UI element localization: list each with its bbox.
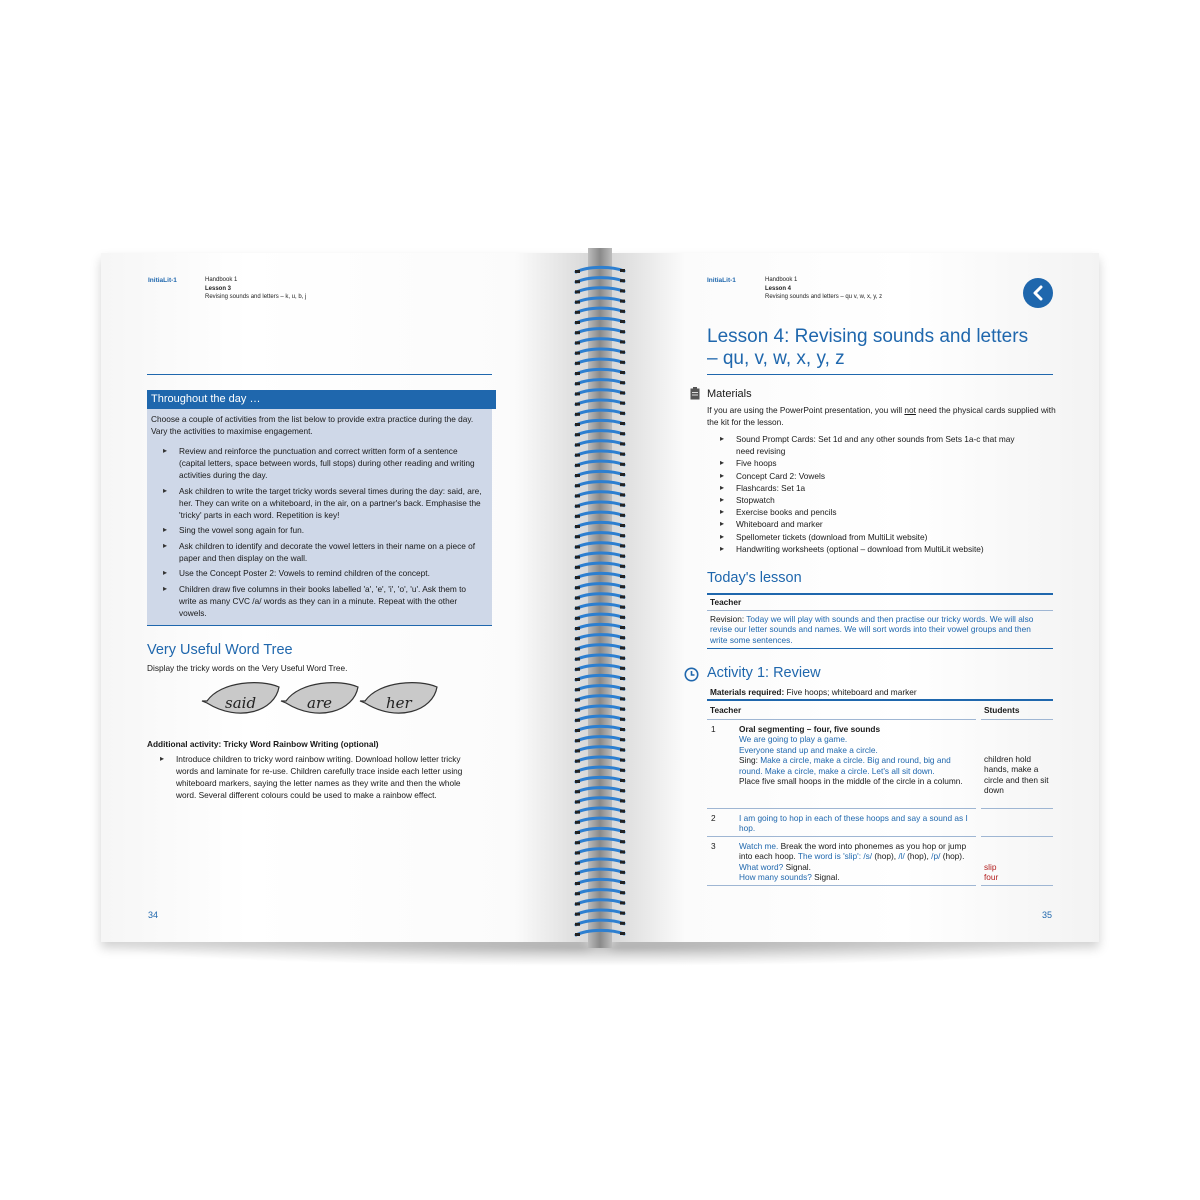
binding-hole (575, 352, 580, 355)
leaf-said (202, 683, 279, 713)
row-line: Watch me. Break the word into phonemes as you hop or jump into each hoop. The word is 'slip': /s/ (hop), /l/ (hop), /p/ (hop). What word? Signal. (739, 841, 967, 872)
binding-hole (620, 453, 625, 456)
binding-hole (575, 301, 580, 304)
materials-intro: If you are using the PowerPoint presentation, you will not need the physical cards supplied with the kit for the lesson. (707, 405, 1056, 427)
binding-hole (575, 413, 580, 416)
binding-hole (620, 432, 625, 435)
binding-hole (620, 646, 625, 649)
binding-hole (620, 738, 625, 741)
binding-hole (620, 371, 625, 374)
header-handbook: Handbook 1 (205, 277, 238, 283)
binding-hole (620, 932, 625, 935)
row-line: Place five small hoops in the middle of the circle in a column. (739, 776, 963, 787)
table-rule (981, 808, 1053, 809)
binding-hole (620, 636, 625, 639)
table-row (739, 724, 971, 786)
list-item: ▸ Children draw five columns in their books labelled 'a', 'e', 'i', 'o', 'u'. Ask them to write as many CVC /a/ words as they can in a minute. Repeat with the other vowels. (163, 583, 483, 619)
binding-hole (620, 677, 625, 680)
binding-hole (575, 688, 580, 691)
header-lesson: Lesson 3 (205, 285, 232, 292)
binding-hole (620, 555, 625, 558)
binding-hole (620, 473, 625, 476)
binding-hole (620, 616, 625, 619)
header-subtitle: Revising sounds and letters – k, u, b, j (205, 294, 307, 300)
student-response: children hold hands, make a circle and then sit down (984, 754, 1049, 796)
leaf-word: her (386, 694, 412, 712)
binding-hole (575, 392, 580, 395)
teacher-header: Teacher (710, 597, 742, 607)
materials-list (720, 433, 1040, 555)
page-number: 35 (1042, 910, 1053, 920)
row-line: Everyone stand up and make a circle. (739, 744, 878, 755)
binding-hole (575, 586, 580, 589)
binding-hole (575, 454, 580, 457)
binding-hole (620, 891, 625, 894)
binding-hole (575, 862, 580, 865)
table-rule (981, 719, 1053, 720)
binding-hole (575, 433, 580, 436)
student-response: slip (984, 862, 997, 872)
table-rule (707, 885, 976, 886)
table-rule (707, 648, 1053, 649)
word-tree-leaves (199, 677, 441, 725)
binding-hole (575, 709, 580, 712)
list-item: ▸ Sing the vowel song again for fun. (163, 524, 483, 536)
binding-hole (575, 311, 580, 314)
table-rule (707, 808, 976, 809)
row-sing: Sing: Make a circle, make a circle. Big and round, big and round. Make a circle, make a circle. Let's all sit down. (739, 755, 951, 776)
list-item: ▸ Spellometer tickets (download from MultiLit website) (720, 531, 1040, 543)
binding-hole (575, 464, 580, 467)
binding-hole (575, 851, 580, 854)
binding-hole (620, 687, 625, 690)
table-rule (707, 699, 1053, 701)
binding-hole (620, 748, 625, 751)
binding-hole (575, 872, 580, 875)
binding-hole (620, 799, 625, 802)
binding-hole (620, 351, 625, 354)
left-page (101, 253, 588, 942)
binding-hole (575, 800, 580, 803)
binding-hole (620, 759, 625, 762)
binding-hole (575, 382, 580, 385)
binding-hole (575, 321, 580, 324)
throughout-day-box (147, 409, 492, 626)
binding-hole (575, 443, 580, 446)
title-rule (707, 374, 1053, 375)
spiral-binding (566, 248, 634, 948)
binding-hole (620, 840, 625, 843)
binding-hole (575, 841, 580, 844)
binding-hole (575, 790, 580, 793)
table-row: I am going to hop in each of these hoops and say a sound as I hop. (739, 813, 968, 834)
list-item: ▸ Sound Prompt Cards: Set 1d and any other sounds from Sets 1a-c that may need revising (720, 433, 1026, 457)
list-item: ▸ Introduce children to tricky word rainbow writing. Download hollow letter tricky words and laminate for re-use. Children carefully trace inside each letter using whiteboard markers, saying the letter names as they write and then the whole word. Several different colours could be used to make a rainbow effect. (160, 753, 482, 801)
binding-hole (575, 913, 580, 916)
binding-hole (575, 341, 580, 344)
list-item: ▸ Handwriting worksheets (optional – download from MultiLit website) (720, 543, 1040, 555)
word-tree-intro: Display the tricky words on the Very Useful Word Tree. (147, 663, 348, 673)
lesson-title (707, 326, 1067, 370)
binding-hole (575, 749, 580, 752)
binding-hole (620, 912, 625, 915)
back-button[interactable] (1023, 278, 1053, 308)
list-item: ▸ Concept Card 2: Vowels (720, 470, 1040, 482)
table-rule (707, 836, 976, 837)
binding-hole (575, 882, 580, 885)
binding-hole (575, 494, 580, 497)
leaf-are (281, 683, 358, 713)
binding-hole (620, 922, 625, 925)
binding-hole (620, 871, 625, 874)
binding-hole (575, 607, 580, 610)
binding-hole (620, 667, 625, 670)
binding-hole (575, 280, 580, 283)
lesson-title-line1: Lesson 4: Revising sounds and letters (707, 326, 1029, 347)
page-number: 34 (148, 910, 159, 920)
binding-hole (620, 504, 625, 507)
list-item: ▸ Ask children to write the target tricky words several times during the day: said, are, her. They can write on a whiteboard, in the air, on a partner's back. Emphasise the 'tricky' parts in each word. Repetition is key! (163, 485, 483, 521)
binding-hole (620, 544, 625, 547)
binding-hole (575, 647, 580, 650)
binding-hole (620, 320, 625, 323)
leaf-word: said (225, 694, 257, 712)
binding-hole (620, 483, 625, 486)
binding-hole (620, 708, 625, 711)
binding-hole (620, 361, 625, 364)
row-heading: Oral segmenting – four, five sounds (739, 724, 881, 734)
list-item: ▸ Review and reinforce the punctuation and correct written form of a sentence (capital letters, space between words, full stops) during other reading and writing activities during the day. (163, 445, 483, 481)
binding-hole (620, 422, 625, 425)
binding-hole (620, 514, 625, 517)
row-line: We are going to play a game. (739, 734, 848, 745)
binding-hole (575, 596, 580, 599)
binding-hole (620, 769, 625, 772)
binding-hole (575, 902, 580, 905)
box-title: Throughout the day … (147, 390, 496, 409)
row-number: 2 (711, 813, 716, 823)
binding-hole (620, 493, 625, 496)
binding-hole (620, 595, 625, 598)
binding-hole (575, 372, 580, 375)
header-subtitle: Revising sounds and letters – qu v, w, x, y, z (765, 294, 883, 300)
binding-hole (620, 585, 625, 588)
binding-hole (575, 556, 580, 559)
binding-hole (620, 820, 625, 823)
binding-hole (575, 545, 580, 548)
table-row (739, 841, 971, 883)
table-rule (981, 885, 1053, 886)
binding-hole (620, 279, 625, 282)
student-response: four (984, 872, 999, 882)
leaf-word: are (307, 694, 332, 712)
right-page (612, 253, 1099, 942)
binding-hole (575, 331, 580, 334)
revision-text: Revision: Today we will play with sounds and then practise our tricky words. We will also revise our letter sounds and names. We will sort words into their vowel groups and then write some sentences. (710, 614, 1034, 645)
binding-hole (575, 362, 580, 365)
binding-hole (575, 821, 580, 824)
binding-hole (620, 524, 625, 527)
binding-hole (620, 881, 625, 884)
binding-hole (620, 534, 625, 537)
list-item: ▸ Stopwatch (720, 494, 1040, 506)
binding-hole (575, 637, 580, 640)
binding-hole (620, 850, 625, 853)
word-tree-title: Very Useful Word Tree (147, 642, 293, 658)
table-rule (981, 836, 1053, 837)
binding-hole (575, 566, 580, 569)
binding-hole (575, 525, 580, 528)
additional-heading: Additional activity: Tricky Word Rainbow Writing (optional) (147, 739, 379, 749)
table-rule (707, 593, 1053, 595)
binding-hole (575, 780, 580, 783)
binding-hole (575, 760, 580, 763)
binding-hole (620, 300, 625, 303)
binding-hole (575, 729, 580, 732)
header-lesson: Lesson 4 (765, 285, 792, 292)
header-handbook: Handbook 1 (765, 277, 798, 283)
binding-hole (620, 289, 625, 292)
binding-hole (620, 861, 625, 864)
binding-hole (620, 575, 625, 578)
binding-hole (575, 739, 580, 742)
header-meta (205, 276, 306, 302)
row-line: How many sounds? Signal. (739, 872, 840, 883)
binding-hole (575, 719, 580, 722)
activity-materials: Materials required: Five hoops; whiteboard and marker (710, 687, 917, 697)
binding-hole (575, 505, 580, 508)
binding-hole (575, 290, 580, 293)
header-brand: InitiaLit-1 (148, 277, 177, 284)
list-item: ▸ Ask children to identify and decorate the vowel letters in their name on a piece of paper and then display on the wall. (163, 540, 483, 564)
binding-hole (620, 310, 625, 313)
binding-hole (575, 535, 580, 538)
binding-hole (620, 830, 625, 833)
binding-hole (620, 381, 625, 384)
todays-lesson-title: Today's lesson (707, 570, 802, 586)
header-brand: InitiaLit-1 (707, 277, 736, 284)
list-item: ▸ Use the Concept Poster 2: Vowels to remind children of the concept. (163, 567, 483, 579)
binding-hole (620, 402, 625, 405)
emphasis-not: not (904, 405, 916, 415)
binding-hole (620, 442, 625, 445)
teacher-header: Teacher (710, 705, 742, 715)
leaf-her (360, 683, 437, 713)
binding-hole (575, 933, 580, 936)
list-item: ▸ Exercise books and pencils (720, 506, 1040, 518)
materials-label: Materials (707, 388, 752, 400)
binding-hole (620, 330, 625, 333)
binding-hole (620, 901, 625, 904)
binding-hole (620, 463, 625, 466)
binding-hole (575, 678, 580, 681)
students-header: Students (984, 705, 1020, 715)
binding-hole (575, 474, 580, 477)
binding-hole (620, 626, 625, 629)
list-item: ▸ Flashcards: Set 1a (720, 482, 1040, 494)
list-item: ▸ Whiteboard and marker (720, 518, 1040, 530)
binding-hole (575, 270, 580, 273)
binding-hole (575, 923, 580, 926)
box-intro: Choose a couple of activities from the list below to provide extra practice during the day. Vary the activities to maximise engagement. (151, 414, 474, 436)
activity-title: Activity 1: Review (707, 665, 821, 681)
box-list (163, 445, 483, 622)
row-number: 1 (711, 724, 716, 734)
table-rule (707, 610, 1053, 611)
binding-hole (620, 391, 625, 394)
binding-hole (575, 484, 580, 487)
binding-hole (575, 576, 580, 579)
row-number: 3 (711, 841, 716, 851)
binding-hole (575, 658, 580, 661)
clipboard-icon (690, 387, 700, 400)
review-activity-icon (684, 667, 699, 682)
binding-hole (575, 831, 580, 834)
binding-hole (620, 810, 625, 813)
binding-hole (620, 779, 625, 782)
additional-list (160, 753, 482, 805)
chevron-left-icon (1031, 285, 1045, 301)
binding-hole (575, 627, 580, 630)
table-rule (707, 719, 976, 720)
binding-hole (620, 697, 625, 700)
binding-hole (575, 770, 580, 773)
binding-hole (620, 269, 625, 272)
binding-hole (620, 340, 625, 343)
binding-hole (575, 811, 580, 814)
binding-hole (575, 515, 580, 518)
binding-hole (575, 423, 580, 426)
header-meta (765, 276, 882, 302)
top-rule (147, 374, 492, 375)
binding-hole (620, 728, 625, 731)
binding-hole (620, 718, 625, 721)
binding-hole (575, 892, 580, 895)
binding-hole (575, 403, 580, 406)
binding-hole (620, 789, 625, 792)
lesson-title-line2: – qu, v, w, x, y, z (707, 348, 845, 369)
binding-hole (575, 668, 580, 671)
binding-hole (575, 698, 580, 701)
binding-hole (620, 565, 625, 568)
list-item: ▸ Five hoops (720, 457, 1040, 469)
binding-hole (620, 606, 625, 609)
binding-hole (620, 412, 625, 415)
binding-hole (575, 617, 580, 620)
binding-hole (620, 657, 625, 660)
